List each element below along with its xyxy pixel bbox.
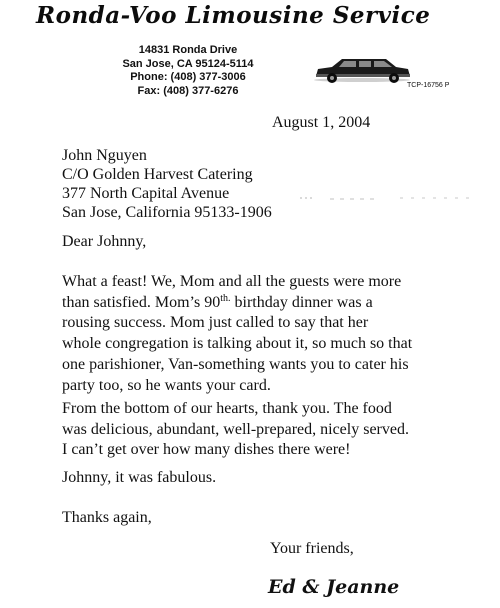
company-phone: Phone: (408) 377-3006 <box>130 71 246 83</box>
ordinal-suffix: th. <box>220 292 231 304</box>
body-paragraph <box>62 508 482 529</box>
text-fragment: birthday dinner was a <box>230 293 373 311</box>
text-line: one parishioner, Van-something wants you to cater his <box>62 355 409 373</box>
company-address <box>88 44 288 98</box>
body-paragraph <box>62 399 482 461</box>
text-line: I can’t get over how many dishes there were! <box>62 441 351 459</box>
text-line: was delicious, abundant, well-prepared, nicely served. <box>62 420 409 438</box>
signature: Ed & Jeanne <box>268 576 400 598</box>
text-line <box>62 293 482 314</box>
recipient-name: John Nguyen <box>62 147 147 164</box>
scan-artifact <box>300 196 470 202</box>
text-line: What a feast! We, Mom and all the guests were more <box>62 273 402 290</box>
recipient-company: C/O Golden Harvest Catering <box>62 166 253 183</box>
text-line: Johnny, it was fabulous. <box>62 469 217 486</box>
recipient-address <box>62 146 272 222</box>
limousine-icon <box>312 54 412 86</box>
company-city: San Jose, CA 95124-5114 <box>122 57 254 70</box>
company-fax: Fax: (408) 377-6276 <box>137 84 239 97</box>
body-paragraph <box>62 468 482 489</box>
letter-date: August 1, 2004 <box>272 114 371 131</box>
recipient-city: San Jose, California 95133-1906 <box>62 204 272 221</box>
closing: Your friends, <box>270 540 354 557</box>
body-paragraph <box>62 272 482 396</box>
text-line: whole congregation is talking about it, so much so that <box>62 335 413 353</box>
text-line: From the bottom of our hearts, thank you. The food <box>62 400 392 417</box>
salutation: Dear Johnny, <box>62 233 147 250</box>
text-line: Thanks again, <box>62 509 152 526</box>
text-line: rousing success. Mom just called to say that her <box>62 314 369 332</box>
recipient-street: 377 North Capital Avenue <box>62 185 230 202</box>
image-code: TCP-16756 P <box>407 82 450 89</box>
text-line: party too, so he wants your card. <box>62 376 271 394</box>
text-fragment: than satisfied. Mom’s 90 <box>62 293 221 311</box>
company-name: Ronda-Voo Limousine Service <box>36 2 431 29</box>
company-street: 14831 Ronda Drive <box>138 44 238 56</box>
